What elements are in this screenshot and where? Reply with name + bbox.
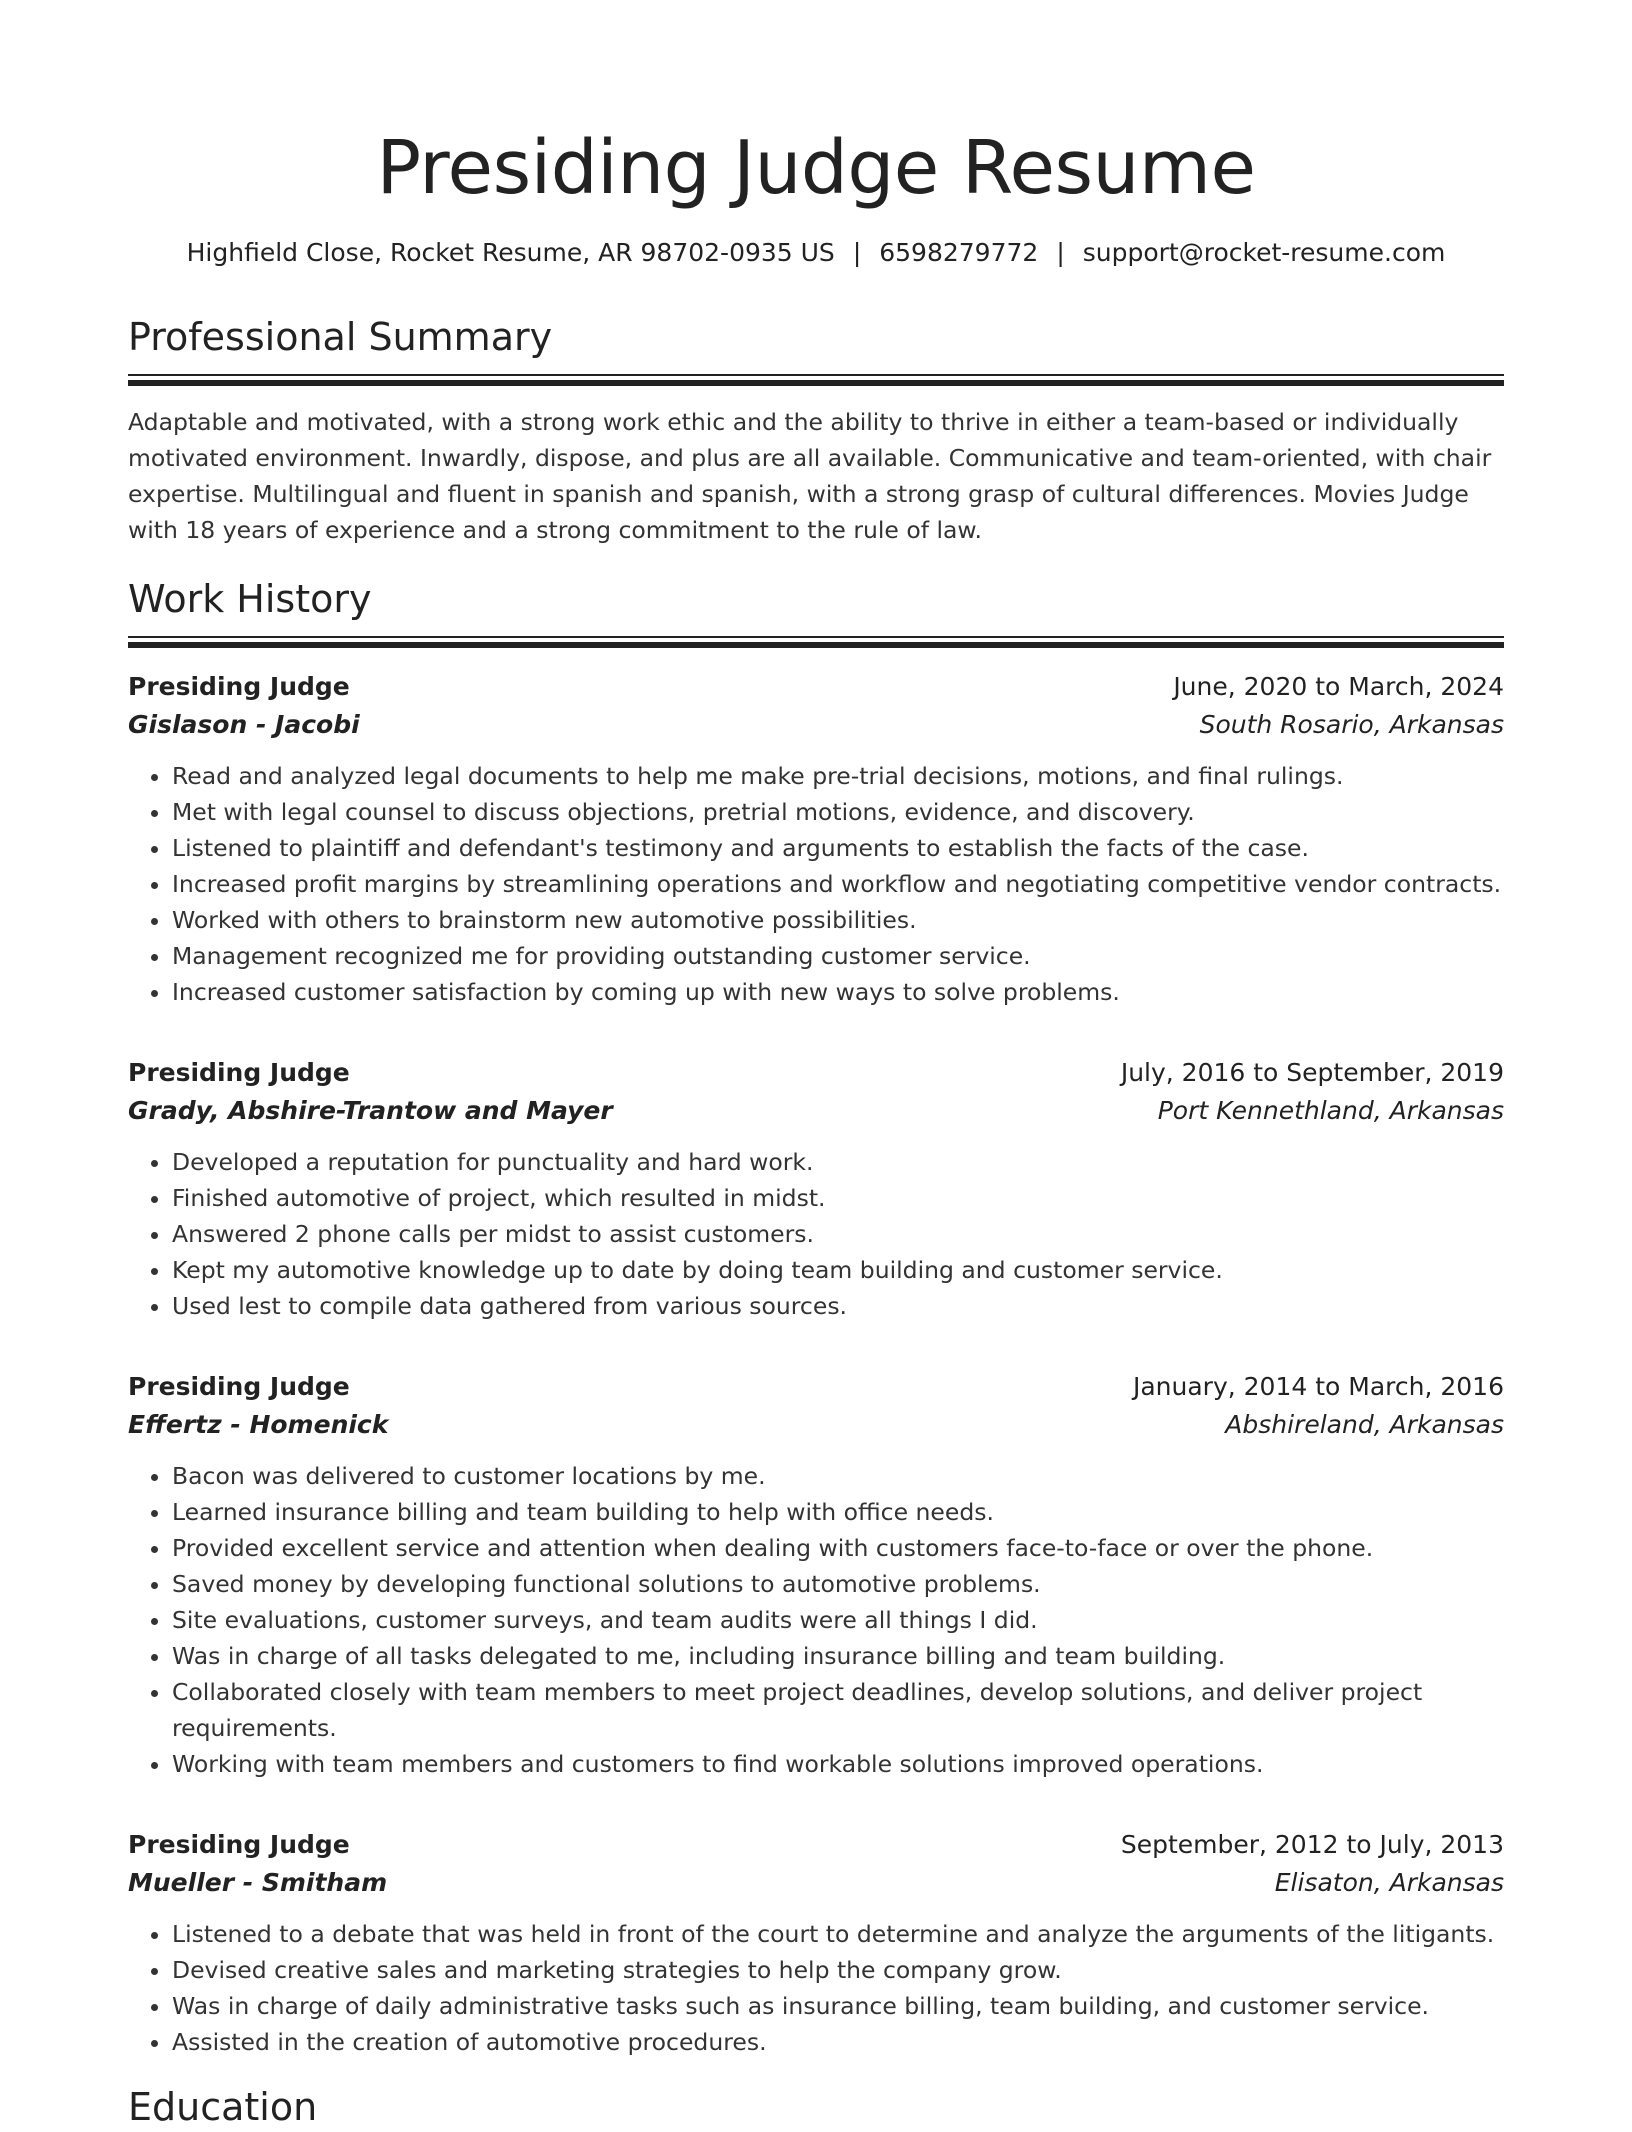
section-divider	[128, 374, 1504, 386]
list-item: • Worked with others to brainstorm new automotive possibilities.	[172, 902, 1504, 938]
contact-separator: |	[1056, 238, 1065, 267]
list-item: • Provided excellent service and attention when dealing with customers face-to-face or over the phone.	[172, 1530, 1504, 1566]
summary-text: Adaptable and motivated, with a strong work ethic and the ability to thrive in either a team-based or individually motivated environment. Inwardly, dispose, and plus are all available. Communicative and team-oriented, with chair expertise. Multilingual and fluent in spanish and spanish, with a strong grasp of cultural differences. Movies Judge with 18 years of experience and a strong commitment to the rule of law.	[128, 408, 1492, 544]
job-company-row	[128, 1406, 1504, 1444]
job-list	[128, 668, 1504, 2060]
job-title: Presiding Judge	[128, 672, 350, 701]
contact-phone: 6598279772	[879, 238, 1039, 267]
list-item: • Learned insurance billing and team building to help with office needs.	[172, 1494, 1504, 1530]
list-item: • Developed a reputation for punctuality and hard work.	[172, 1144, 1504, 1180]
job-header-row	[128, 1368, 1504, 1406]
professional-summary-section	[128, 312, 1504, 548]
work-history-section	[128, 574, 1504, 2060]
list-item: • Bacon was delivered to customer locations by me.	[172, 1458, 1504, 1494]
list-item: • Saved money by developing functional solutions to automotive problems.	[172, 1566, 1504, 1602]
job-company-row	[128, 1864, 1504, 1902]
job-bullet-list	[128, 1144, 1504, 1324]
job-header-row	[128, 1826, 1504, 1864]
list-item: • Site evaluations, customer surveys, and team audits were all things I did.	[172, 1602, 1504, 1638]
job-title: Presiding Judge	[128, 1830, 350, 1859]
list-item: • Kept my automotive knowledge up to date by doing team building and customer service.	[172, 1252, 1504, 1288]
job-title: Presiding Judge	[128, 1372, 350, 1401]
list-item: • Was in charge of daily administrative tasks such as insurance billing, team building, and customer service.	[172, 1988, 1504, 2024]
contact-address: Highfield Close, Rocket Resume, AR 98702-0935 US	[186, 238, 835, 267]
job-dates: July, 2016 to September, 2019	[1120, 1058, 1504, 1087]
list-item: • Listened to plaintiff and defendant's testimony and arguments to establish the facts of the case.	[172, 830, 1504, 866]
list-item: • Used lest to compile data gathered from various sources.	[172, 1288, 1504, 1324]
job-company: Effertz - Homenick	[128, 1410, 389, 1439]
list-item: • Working with team members and customers to find workable solutions improved operations.	[172, 1746, 1504, 1782]
job-dates: September, 2012 to July, 2013	[1120, 1830, 1504, 1859]
job-entry	[128, 1368, 1504, 1782]
education-section	[128, 2082, 1504, 2132]
job-location: Port Kennethland, Arkansas	[1157, 1096, 1504, 1125]
list-item: • Increased customer satisfaction by coming up with new ways to solve problems.	[172, 974, 1504, 1010]
list-item: • Listened to a debate that was held in front of the court to determine and analyze the arguments of the litigants.	[172, 1916, 1504, 1952]
section-heading-summary: Professional Summary	[128, 315, 553, 359]
job-bullet-list	[128, 1916, 1504, 2060]
contact-separator: |	[852, 238, 862, 267]
job-bullet-list	[128, 758, 1504, 1010]
section-heading-work-history: Work History	[128, 577, 372, 621]
job-dates: January, 2014 to March, 2016	[1132, 1372, 1504, 1401]
job-header-row	[128, 668, 1504, 706]
list-item: • Management recognized me for providing outstanding customer service.	[172, 938, 1504, 974]
job-entry	[128, 668, 1504, 1010]
list-item: • Finished automotive of project, which resulted in midst.	[172, 1180, 1504, 1216]
job-header-row	[128, 1054, 1504, 1092]
resume-page	[128, 0, 1504, 2132]
job-company-row	[128, 706, 1504, 744]
job-company-row	[128, 1092, 1504, 1130]
list-item: • Read and analyzed legal documents to help me make pre-trial decisions, motions, and final rulings.	[172, 758, 1504, 794]
job-company: Grady, Abshire-Trantow and Mayer	[128, 1096, 613, 1125]
job-company: Gislason - Jacobi	[128, 710, 360, 739]
job-location: Elisaton, Arkansas	[1274, 1868, 1504, 1897]
job-entry	[128, 1826, 1504, 2060]
list-item: • Assisted in the creation of automotive procedures.	[172, 2024, 1504, 2060]
list-item: • Increased profit margins by streamlining operations and workflow and negotiating competitive vendor contracts.	[172, 866, 1504, 902]
section-heading-education: Education	[128, 2085, 318, 2129]
contact-email: support@rocket-resume.com	[1082, 238, 1446, 267]
list-item: • Collaborated closely with team members to meet project deadlines, develop solutions, and deliver project requirements.	[172, 1674, 1504, 1746]
section-divider	[128, 636, 1504, 648]
job-entry	[128, 1054, 1504, 1324]
contact-line	[128, 236, 1504, 270]
job-dates: June, 2020 to March, 2024	[1173, 672, 1504, 701]
job-title: Presiding Judge	[128, 1058, 350, 1087]
job-location: South Rosario, Arkansas	[1199, 710, 1504, 739]
page-title: Presiding Judge Resume	[376, 125, 1256, 211]
list-item: • Met with legal counsel to discuss objections, pretrial motions, evidence, and discovery.	[172, 794, 1504, 830]
job-bullet-list	[128, 1458, 1504, 1782]
job-company: Mueller - Smitham	[128, 1868, 388, 1897]
list-item: • Answered 2 phone calls per midst to assist customers.	[172, 1216, 1504, 1252]
list-item: • Was in charge of all tasks delegated to me, including insurance billing and team building.	[172, 1638, 1504, 1674]
list-item: • Devised creative sales and marketing strategies to help the company grow.	[172, 1952, 1504, 1988]
job-location: Abshireland, Arkansas	[1225, 1410, 1504, 1439]
